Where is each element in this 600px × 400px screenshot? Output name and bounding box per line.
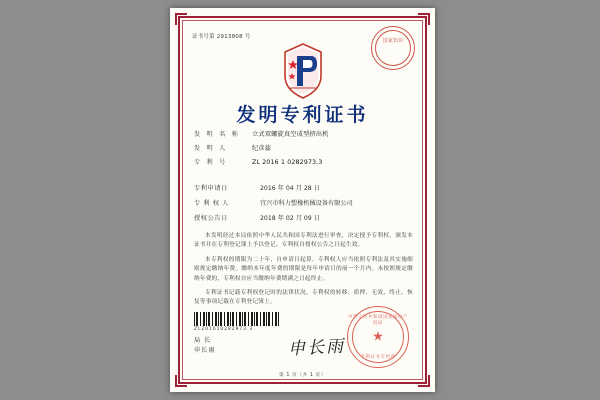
primary-fields [194,130,413,173]
field-invention-name [194,130,413,140]
top-seal-text: 国家知识 [382,38,404,44]
field-grant-date [194,214,413,224]
corner-ornament-top-right [418,13,430,25]
field-value: ZL 2016 1 0282973.3 [252,159,323,167]
barcode-number: ZL201610282973.3 [194,327,254,332]
director-name: 申长雨 [194,347,216,354]
body-paragraph-1: 本发明经过本局依照中华人民共和国专利法进行审查，决定授予专利权，颁发本证书并在专利登记簿上予以登记。专利权自授权公告之日起生效。 [194,233,413,249]
field-label: 授权公告日 [194,215,228,222]
page-title: 发明专利证书 [236,104,369,126]
legal-body-text [194,232,413,313]
field-value: 立式双螺旋真空成型挤出机 [252,131,329,138]
field-value: 2018 年 02 月 09 日 [260,215,320,222]
patent-office-emblem-icon [277,42,329,100]
field-patent-number [194,158,413,168]
field-label: 发 明 名 称 [194,131,241,138]
corner-ornament-top-left [175,13,187,25]
page-footer: 第 1 页（共 1 页） [279,373,326,378]
seal-star-icon: ★ [372,329,384,345]
field-label: 专 利 号 [194,159,228,167]
signature-label-block [194,336,216,356]
body-paragraph-2: 本专利权的期限为二十年，自申请日起算。专利权人应当依照专利法及其实施细则规定缴纳年费。缴纳本年度年费的期限是每年申请日的前一个月内。未按照规定缴纳年费的，专利权自应当缴纳年费期满之日起终止。 [194,256,413,282]
field-inventor [194,144,413,154]
secondary-fields [194,184,413,229]
issuing-authority-seal-icon [371,26,415,70]
director-label: 局 长 [194,337,212,344]
patent-certificate-page [170,8,435,392]
field-label: 专 利 权 人 [194,200,229,207]
certificate-number: 证书号第 2913808 号 [192,34,251,40]
field-label: 发 明 人 [194,145,228,153]
barcode-icon [194,312,280,326]
seal-inner-ring [375,30,411,66]
field-value: 2016 年 04 月 28 日 [260,185,320,192]
official-red-seal-icon [347,306,409,368]
field-patentee [194,199,413,209]
field-label: 专利申请日 [194,185,228,192]
seal-arc-text: 中华人民共和国国家知识产权局 [348,315,408,326]
field-application-date [194,184,413,194]
handwritten-signature: 申长雨 [287,336,346,360]
field-value: 纪彦蕊 [252,145,272,153]
seal-bottom-text: 专利证书专用章 [360,355,396,360]
body-paragraph-3: 专利证书记载专利权登记时的法律状况。专利权的转移、质押、无效、终止、恢复等事项记载在专利登记簿上。 [194,290,413,306]
field-value: 宜兴市科力塑橡机械设备有限公司 [260,200,353,207]
